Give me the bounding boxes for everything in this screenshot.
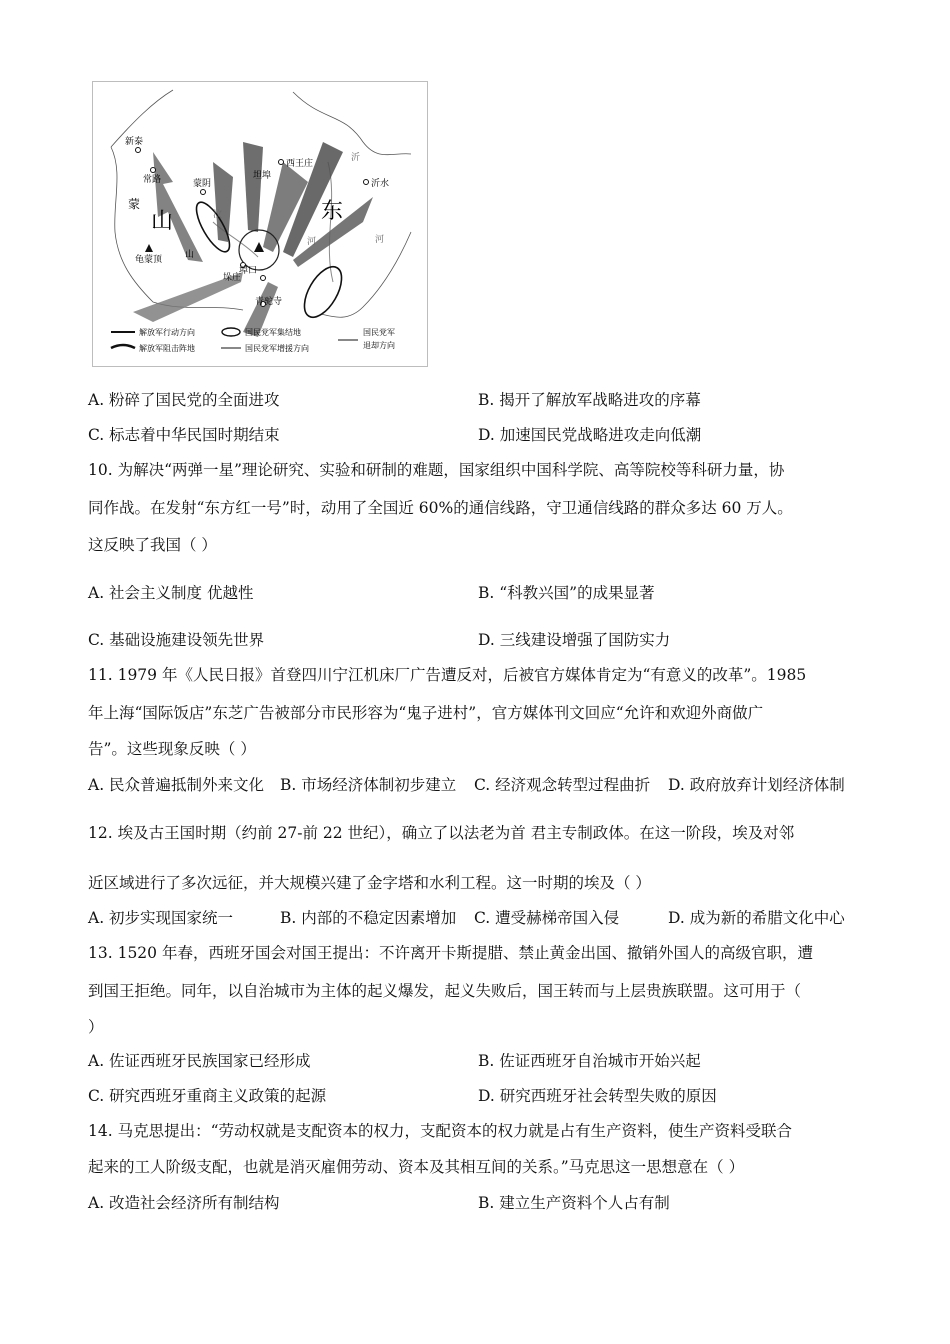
q9-option-d: D. 加速国民党战略进攻走向低潮 <box>478 426 702 444</box>
pla-arrow <box>213 162 233 242</box>
legend-swatch-pla-block <box>111 345 135 348</box>
legend-label: 解放军阻击阵地 <box>139 344 195 353</box>
legend-label: 退却方向 <box>363 341 395 350</box>
legend-label: 国民党军 <box>363 328 395 337</box>
province-border <box>321 232 411 317</box>
kmt-assembly <box>297 261 349 323</box>
place-label: 常路 <box>143 175 162 185</box>
province-border <box>293 92 411 155</box>
place-label: 河 <box>307 237 317 247</box>
place-marker <box>279 160 284 165</box>
q12-option-d: D. 成为新的希腊文化中心 <box>668 909 845 927</box>
q14-option-b: B. 建立生产资料个人占有制 <box>478 1194 670 1212</box>
q11-option-c: C. 经济观念转型过程曲折 <box>474 776 651 794</box>
q11-stem: 告”。这些现象反映（ ） <box>88 740 256 758</box>
q10-stem: 这反映了我国（ ） <box>88 536 217 554</box>
q10-stem: 10. 为解决“两弹一星”理论研究、实验和研制的难题，国家组织中国科学院、高等院校等科研力量，协 <box>88 461 785 479</box>
place-label: 西王庄 <box>286 159 314 169</box>
place-label: 蒙 <box>128 197 141 211</box>
place-label: 山 <box>151 209 174 234</box>
place-marker <box>261 276 266 281</box>
q13-option-d: D. 研究西班牙社会转型失败的原因 <box>478 1087 717 1105</box>
q13-stem: ） <box>88 1018 104 1036</box>
place-label: 蒙阴 <box>193 179 212 189</box>
q11-option-b: B. 市场经济体制初步建立 <box>280 776 457 794</box>
q14-stem: 14. 马克思提出：“劳动权就是支配资本的权力，支配资本的权力就是占有生产资料，使生产资料受联合 <box>88 1122 793 1140</box>
place-label: 东 <box>321 199 344 224</box>
q11-stem: 年上海“国际饭店”东芝广告被部分市民形容为“鬼子进村”，官方媒体刊文回应“允许和欢迎外商做广 <box>88 704 764 722</box>
q13-stem: 到国王拒绝。同年，以自治城市为主体的起义爆发，起义失败后，国王转而与上层贵族联盟。这可用于（ <box>88 982 802 1000</box>
place-label: 坦埠 <box>253 171 272 181</box>
q14-option-a: A. 改造社会经济所有制结构 <box>88 1194 280 1212</box>
pla-arrow <box>153 152 203 262</box>
q11-option-a: A. 民众普遍抵制外来文化 <box>88 776 265 794</box>
q12-option-a: A. 初步实现国家统一 <box>88 909 234 927</box>
place-marker <box>136 148 141 153</box>
place-label: 汶 <box>213 210 223 220</box>
place-label: 垛庄 <box>223 273 242 283</box>
q9-option-b: B. 揭开了解放军战略进攻的序幕 <box>478 391 701 409</box>
place-label: 沂水 <box>371 179 390 189</box>
q13-option-b: B. 佐证西班牙自治城市开始兴起 <box>478 1052 701 1070</box>
q12-option-c: C. 遭受赫梯帝国入侵 <box>474 909 620 927</box>
place-marker <box>151 168 156 173</box>
battle-map <box>92 81 428 367</box>
q10-option-c: C. 基础设施建设领先世界 <box>88 631 265 649</box>
q12-option-b: B. 内部的不稳定因素增加 <box>280 909 457 927</box>
place-label: 青驼寺 <box>255 297 283 307</box>
place-marker <box>201 190 206 195</box>
place-label: 沂 <box>351 153 361 163</box>
q13-stem: 13. 1520 年春，西班牙国会对国王提出：不许离开卡斯提腊、禁止黄金出国、撤销外国人的高级官职，遭 <box>88 944 813 962</box>
place-label: 新泰 <box>125 137 144 147</box>
place-label: 河 <box>375 235 385 245</box>
q11-option-d: D. 政府放弃计划经济体制 <box>668 776 845 794</box>
legend-label: 国民党军集结地 <box>245 328 301 337</box>
place-label: 龟蒙顶 <box>135 255 163 265</box>
mountain-peak-icon <box>254 242 264 252</box>
q9-option-c: C. 标志着中华民国时期结束 <box>88 426 280 444</box>
q10-option-b: B. “科教兴国”的成果显著 <box>478 584 655 602</box>
q9-option-a: A. 粉碎了国民党的全面进攻 <box>88 391 280 409</box>
q11-stem: 11. 1979 年《人民日报》首登四川宁江机床厂广告遭反对，后被官方媒体肯定为“有意义的改革”。1985 <box>88 666 807 684</box>
q14-stem: 起来的工人阶级支配，也就是消灭雇佣劳动、资本及其相互间的关系。”马克思这一思想意在（ ） <box>88 1158 745 1176</box>
q10-option-a: A. 社会主义制度 优越性 <box>88 584 254 602</box>
q13-option-c: C. 研究西班牙重商主义政策的起源 <box>88 1087 327 1105</box>
legend-swatch-kmt-assembly <box>222 328 240 336</box>
place-marker <box>364 180 369 185</box>
q12-stem: 近区域进行了多次远征，并大规模兴建了金字塔和水利工程。这一时期的埃及（ ） <box>88 874 651 892</box>
q13-option-a: A. 佐证西班牙民族国家已经形成 <box>88 1052 311 1070</box>
place-label: 山 <box>185 250 195 260</box>
legend-label: 国民党军增援方向 <box>245 344 309 353</box>
q12-stem: 12. 埃及古王国时期（约前 27-前 22 世纪），确立了以法老为首 君主专制政体。在这一阶段，埃及对邻 <box>88 824 795 842</box>
battle-map-svg <box>93 82 427 366</box>
pla-arrow <box>243 142 263 232</box>
mountain-peak-icon <box>145 244 153 252</box>
q10-stem: 同作战。在发射“东方红一号”时，动用了全国近 60%的通信线路，守卫通信线路的群众多达 60 万人。 <box>88 499 793 517</box>
legend-label: 解放军行动方向 <box>139 328 195 337</box>
q10-option-d: D. 三线建设增强了国防实力 <box>478 631 671 649</box>
place-label: 埠口 <box>239 266 258 276</box>
